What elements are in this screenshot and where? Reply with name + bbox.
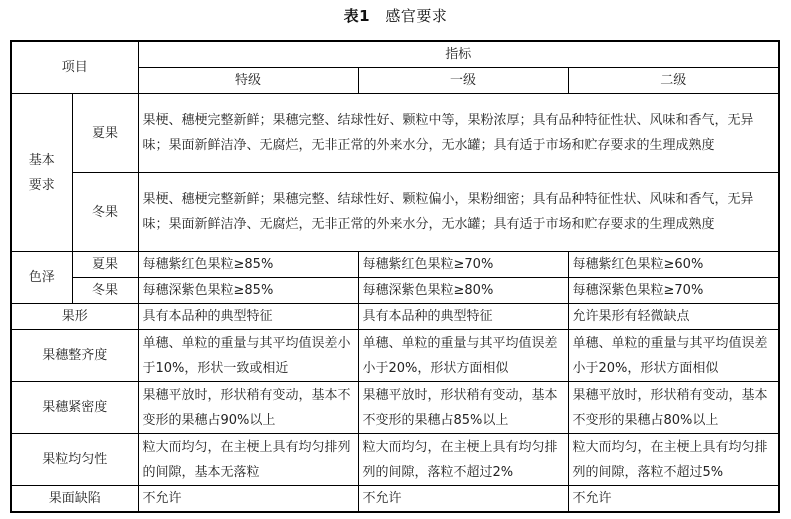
defects-special: 不允许 [138, 486, 358, 513]
row-label-basic: 基本要求 [11, 94, 72, 252]
row-label-color: 色泽 [11, 252, 72, 304]
uniformity-first: 单穗、单粒的重量与其平均值误差小于20%，形状方面相似 [358, 330, 568, 382]
defects-second: 不允许 [568, 486, 779, 513]
row-label-defects: 果面缺陷 [11, 486, 138, 513]
evenness-first: 粒大而均匀，在主梗上具有均匀排列的间隙，落粒不超过2% [358, 434, 568, 486]
row-label-evenness: 果粒均匀性 [11, 434, 138, 486]
row-sublabel-basic-summer: 夏果 [72, 94, 138, 173]
defects-first: 不允许 [358, 486, 568, 513]
row-label-uniformity: 果穗整齐度 [11, 330, 138, 382]
color-summer-first: 每穗紫红色果粒≥70% [358, 252, 568, 278]
header-grade-special: 特级 [138, 68, 358, 94]
color-summer-second: 每穗紫红色果粒≥60% [568, 252, 779, 278]
sensory-requirements-table [10, 40, 780, 513]
table-row [11, 278, 779, 304]
color-winter-special: 每穗深紫色果粒≥85% [138, 278, 358, 304]
row-sublabel-color-summer: 夏果 [72, 252, 138, 278]
table-row [11, 304, 779, 330]
basic-winter-text: 果梗、穗梗完整新鲜；果穗完整、结球性好、颗粒偏小，果粉细密；具有品种特征性状、风味和香气，无异味；果面新鲜洁净、无腐烂，无非正常的外来水分，无水罐；具有适于市场和贮存要求的生理成熟度 [138, 173, 779, 252]
compactness-special: 果穗平放时，形状稍有变动，基本不变形的果穗占90%以上 [138, 382, 358, 434]
color-summer-special: 每穗紫红色果粒≥85% [138, 252, 358, 278]
shape-special: 具有本品种的典型特征 [138, 304, 358, 330]
table-row [11, 434, 779, 486]
row-label-compactness: 果穗紧密度 [11, 382, 138, 434]
table-row [11, 382, 779, 434]
table-caption [0, 5, 791, 26]
table-row [11, 252, 779, 278]
table-row [11, 486, 779, 513]
uniformity-second: 单穗、单粒的重量与其平均值误差小于20%，形状方面相似 [568, 330, 779, 382]
row-sublabel-color-winter: 冬果 [72, 278, 138, 304]
row-sublabel-basic-winter: 冬果 [72, 173, 138, 252]
row-label-shape: 果形 [11, 304, 138, 330]
color-winter-second: 每穗深紫色果粒≥70% [568, 278, 779, 304]
evenness-special: 粒大而均匀，在主梗上具有均匀排列的间隙，基本无落粒 [138, 434, 358, 486]
table-number: 表1 [343, 7, 371, 25]
uniformity-special: 单穗、单粒的重量与其平均值误差小于10%，形状一致或相近 [138, 330, 358, 382]
compactness-first: 果穗平放时，形状稍有变动，基本不变形的果穗占85%以上 [358, 382, 568, 434]
table-row [11, 94, 779, 173]
table-row [11, 173, 779, 252]
color-winter-first: 每穗深紫色果粒≥80% [358, 278, 568, 304]
basic-summer-text: 果梗、穗梗完整新鲜；果穗完整、结球性好、颗粒中等，果粉浓厚；具有品种特征性状、风味和香气，无异味；果面新鲜洁净、无腐烂，无非正常的外来水分，无水罐；具有适于市场和贮存要求的生理成熟度 [138, 94, 779, 173]
shape-second: 允许果形有轻微缺点 [568, 304, 779, 330]
table-title: 感官要求 [385, 7, 448, 25]
shape-first: 具有本品种的典型特征 [358, 304, 568, 330]
header-item: 项目 [11, 41, 138, 94]
header-row-1 [11, 41, 779, 68]
table-row [11, 330, 779, 382]
header-grade-first: 一级 [358, 68, 568, 94]
header-indicator: 指标 [138, 41, 779, 68]
header-grade-second: 二级 [568, 68, 779, 94]
evenness-second: 粒大而均匀，在主梗上具有均匀排列的间隙，落粒不超过5% [568, 434, 779, 486]
compactness-second: 果穗平放时，形状稍有变动，基本不变形的果穗占80%以上 [568, 382, 779, 434]
